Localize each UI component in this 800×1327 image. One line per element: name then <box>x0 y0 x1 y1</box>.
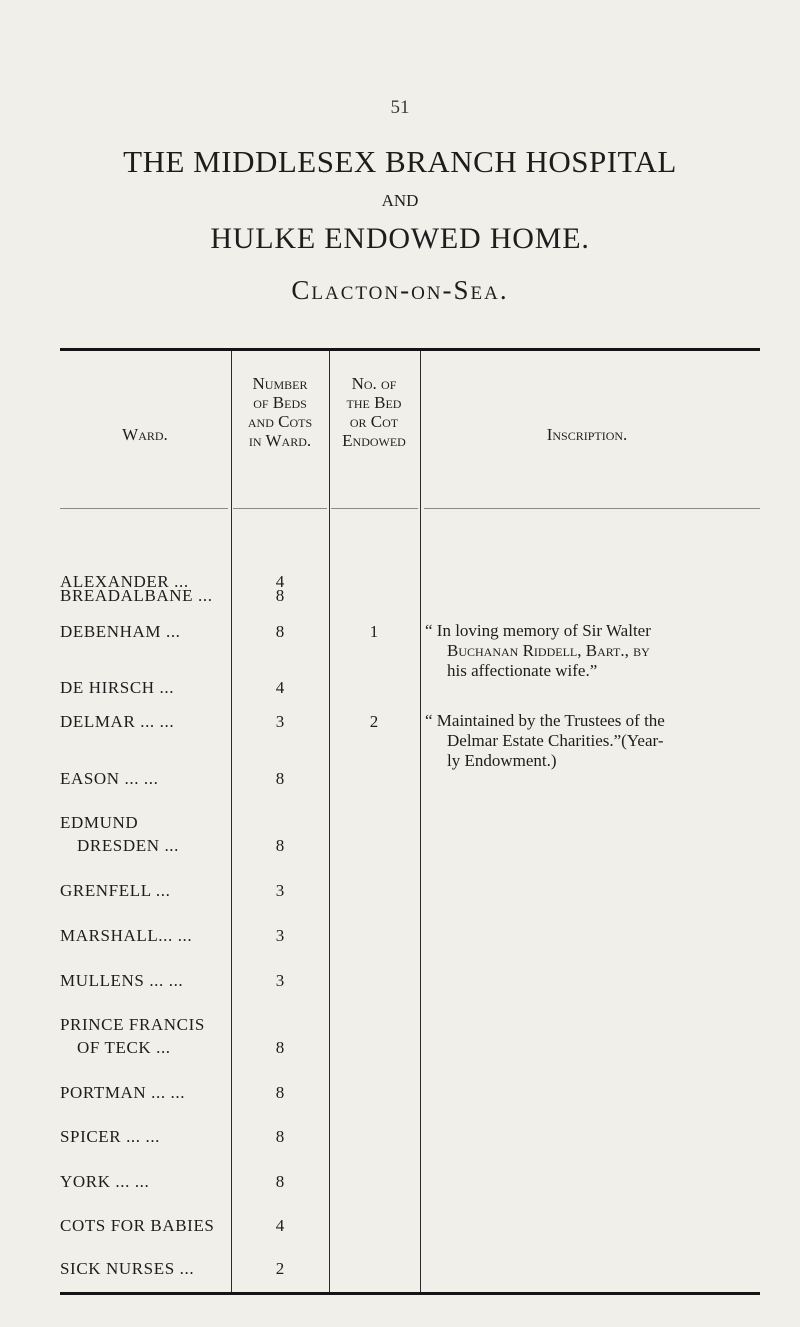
column-divider-3 <box>420 351 421 1292</box>
ward-name: ALEXANDER ... <box>60 572 189 591</box>
beds-count: 4 <box>275 572 285 591</box>
inscription-line: Buchanan Riddell, Bart., by <box>447 641 650 660</box>
ward-name-line: PRINCE FRANCIS <box>60 1015 205 1034</box>
ward-name-line: OF TECK ... <box>77 1038 171 1057</box>
beds-count: 2 <box>275 1259 285 1278</box>
header-endowed-line: the Bed <box>346 393 402 412</box>
endowed-count: 2 <box>369 712 379 731</box>
page-number: 51 <box>390 97 410 118</box>
header-beds-line: and Cots <box>247 412 313 431</box>
inscription-line: Delmar Estate Charities.”(Year- <box>447 731 664 750</box>
ward-name: MULLENS ... ... <box>60 971 184 990</box>
ward-name: COTS FOR BABIES <box>60 1216 215 1235</box>
inscription-line: ly Endowment.) <box>447 751 557 770</box>
ward-name: PORTMAN ... ... <box>60 1083 186 1102</box>
beds-count: 4 <box>275 1216 285 1235</box>
beds-count: 3 <box>275 712 285 731</box>
ward-name: MARSHALL... ... <box>60 926 193 945</box>
table-top-rule <box>60 348 760 351</box>
beds-count: 8 <box>275 1083 285 1102</box>
beds-count: 8 <box>275 769 285 788</box>
header-inscription: Inscription. <box>546 425 628 444</box>
beds-count: 8 <box>275 836 285 855</box>
inscription-line: “ Maintained by the Trustees of the <box>425 711 665 730</box>
header-endowed-line: or Cot <box>349 412 399 431</box>
header-endowed-line: Endowed <box>342 431 406 450</box>
header-underline-inscription <box>424 508 760 509</box>
ward-name-line: DRESDEN ... <box>77 836 179 855</box>
beds-count: 8 <box>275 586 285 605</box>
column-divider-2 <box>329 351 330 1292</box>
header-endowed <box>330 374 418 450</box>
header-beds-line: Number <box>252 374 308 393</box>
ward-name <box>60 1013 232 1059</box>
ward-name: DE HIRSCH ... <box>60 678 175 697</box>
beds-count: 3 <box>275 971 285 990</box>
beds-count: 8 <box>275 1172 285 1191</box>
beds-count: 8 <box>275 622 285 641</box>
table-bottom-rule <box>60 1292 760 1295</box>
beds-count: 8 <box>275 1038 285 1057</box>
header-endowed-line: No. of <box>351 374 397 393</box>
ward-name: BREADALBANE ... <box>60 586 213 605</box>
ward-name: EASON ... ... <box>60 769 159 788</box>
ward-name-line: EDMUND <box>60 813 139 832</box>
header-beds <box>232 374 328 450</box>
inscription-delmar <box>425 711 760 771</box>
inscription-line: “ In loving memory of Sir Walter <box>425 621 651 640</box>
title-hospital: THE MIDDLESEX BRANCH HOSPITAL <box>123 144 677 179</box>
ward-name: SICK NURSES ... <box>60 1259 195 1278</box>
ward-name <box>60 811 232 857</box>
header-underline-ward <box>60 508 228 509</box>
header-underline-beds <box>233 508 327 509</box>
ward-name: YORK ... ... <box>60 1172 150 1191</box>
title-home: HULKE ENDOWED HOME. <box>210 222 590 255</box>
header-underline-endowed <box>331 508 418 509</box>
ward-name: DELMAR ... ... <box>60 712 175 731</box>
beds-count: 8 <box>275 1127 285 1146</box>
title-and: AND <box>381 191 419 210</box>
ward-name: GRENFELL ... <box>60 881 171 900</box>
ward-name: DEBENHAM ... <box>60 622 181 641</box>
header-ward: Ward. <box>122 425 168 444</box>
beds-count: 3 <box>275 881 285 900</box>
header-beds-line: of Beds <box>253 393 307 412</box>
beds-count: 4 <box>275 678 285 697</box>
inscription-debenham <box>425 621 760 681</box>
inscription-line: his affectionate wife.” <box>447 661 598 680</box>
header-beds-line: in Ward. <box>248 431 312 450</box>
beds-count: 3 <box>275 926 285 945</box>
endowed-count: 1 <box>369 622 379 641</box>
title-location: Clacton-on-Sea. <box>291 275 509 305</box>
ward-name: SPICER ... ... <box>60 1127 161 1146</box>
